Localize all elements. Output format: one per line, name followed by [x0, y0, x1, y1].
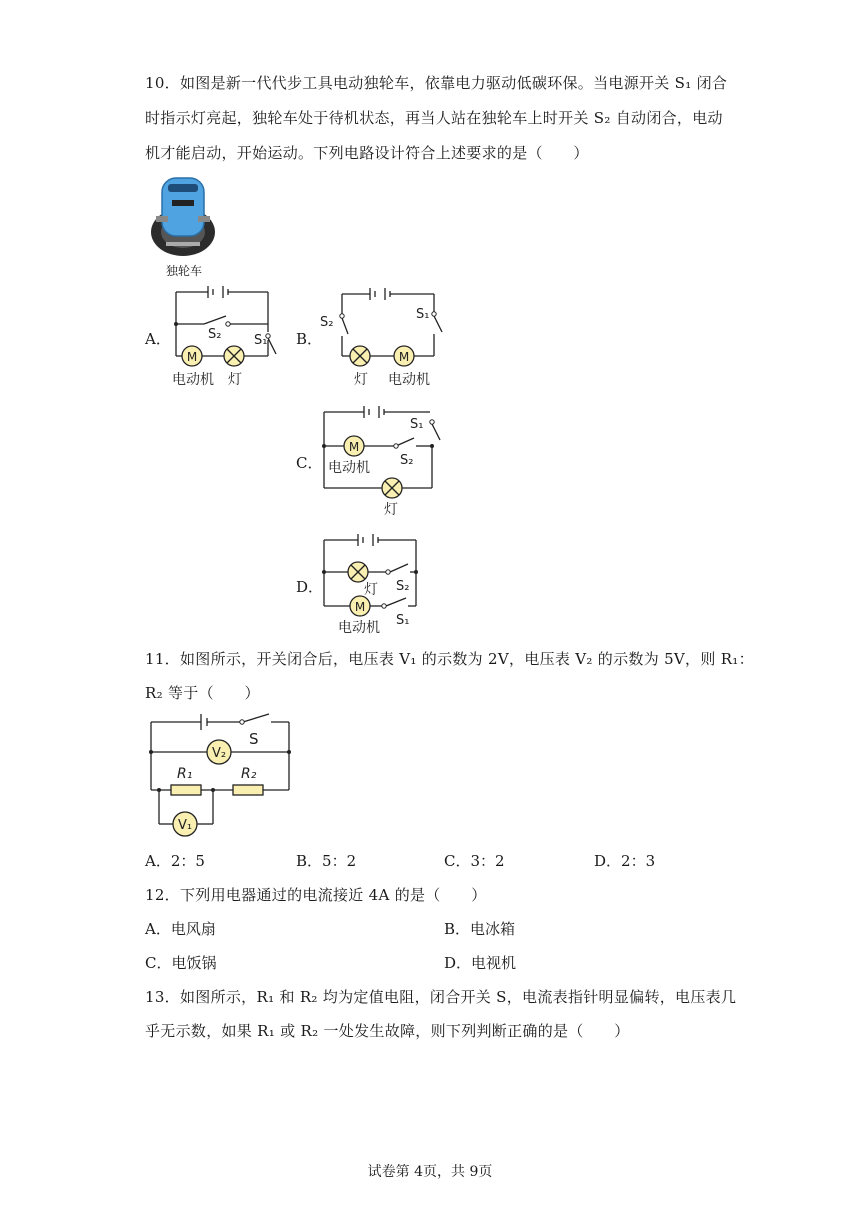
motor-symbol: M [354, 600, 366, 614]
q11-text-line2: R₂ 等于（ ） [145, 684, 260, 702]
s1-label: S₁ [254, 333, 268, 348]
switch-s-label: S [249, 730, 259, 748]
q10-option-b-label: B． [296, 330, 323, 348]
q11-text-line1: 11．如图所示，开关闭合后，电压表 V₁ 的示数为 2V，电压表 V₂ 的示数为 5V，则 R₁： [145, 650, 754, 668]
lamp-name-label: 灯 [384, 502, 398, 518]
q12-option-b: B．电冰箱 [444, 920, 516, 938]
motor-symbol: M [186, 350, 198, 364]
q10-text-line3: 机才能启动，开始运动。下列电路设计符合上述要求的是（ ） [145, 144, 589, 162]
motor-name-label: 电动机 [328, 460, 370, 476]
s1-label: S₁ [396, 613, 410, 628]
q11-option-a: A．2：5 [145, 852, 205, 870]
circuit-q11 [145, 708, 305, 848]
q12-text-line1: 12．下列用电器通过的电流接近 4A 的是（ ） [145, 886, 487, 904]
q10-text-line1: 10．如图是新一代代步工具电动独轮车，依靠电力驱动低碳环保。当电源开关 S₁ 闭合 [145, 74, 728, 92]
lamp-name-label: 灯 [228, 372, 242, 388]
motor-name-label: 电动机 [338, 620, 380, 636]
q13-text-line1: 13．如图所示，R₁ 和 R₂ 均为定值电阻，闭合开关 S，电流表指针明显偏转，电压表几 [145, 988, 737, 1006]
q12-option-c: C．电饭锅 [145, 954, 217, 972]
r1-label: R₁ [177, 766, 193, 782]
s1-label: S₁ [410, 417, 424, 432]
circuit-b [318, 280, 448, 394]
s2-label: S₂ [320, 315, 334, 330]
circuit-c [318, 400, 448, 524]
motor-name-label: 电动机 [388, 372, 430, 388]
s2-label: S₂ [400, 453, 414, 468]
v2-label: V₂ [211, 746, 227, 761]
motor-symbol: M [348, 440, 360, 454]
q10-option-c-label: C． [296, 454, 323, 472]
q10-option-a-label: A． [145, 330, 171, 348]
q11-option-c: C．3：2 [444, 852, 505, 870]
s1-label: S₁ [416, 307, 430, 322]
unicycle-image [148, 170, 218, 270]
q11-option-b: B．5：2 [296, 852, 357, 870]
unicycle-caption: 独轮车 [166, 264, 203, 278]
v1-label: V₁ [177, 818, 193, 833]
q11-option-d: D．2：3 [594, 852, 656, 870]
q12-option-d: D．电视机 [444, 954, 517, 972]
s2-label: S₂ [396, 579, 410, 594]
circuit-d [318, 528, 448, 642]
page-footer: 试卷第 4页，共 9页 [367, 1164, 493, 1180]
q10-text-line2: 时指示灯亮起，独轮车处于待机状态，再当人站在独轮车上时开关 S₂ 自动闭合，电动 [145, 109, 723, 127]
lamp-name-label: 灯 [354, 372, 368, 388]
q12-option-a: A．电风扇 [145, 920, 216, 938]
lamp-name-label: 灯 [364, 582, 378, 598]
q10-option-d-label: D． [296, 578, 324, 596]
q13-text-line2: 乎无示数，如果 R₁ 或 R₂ 一处发生故障，则下列判断正确的是（ ） [145, 1022, 630, 1040]
s2-label: S₂ [208, 327, 222, 342]
motor-symbol: M [398, 350, 410, 364]
circuit-a [168, 280, 288, 394]
r2-label: R₂ [241, 766, 257, 782]
motor-name-label: 电动机 [172, 372, 214, 388]
